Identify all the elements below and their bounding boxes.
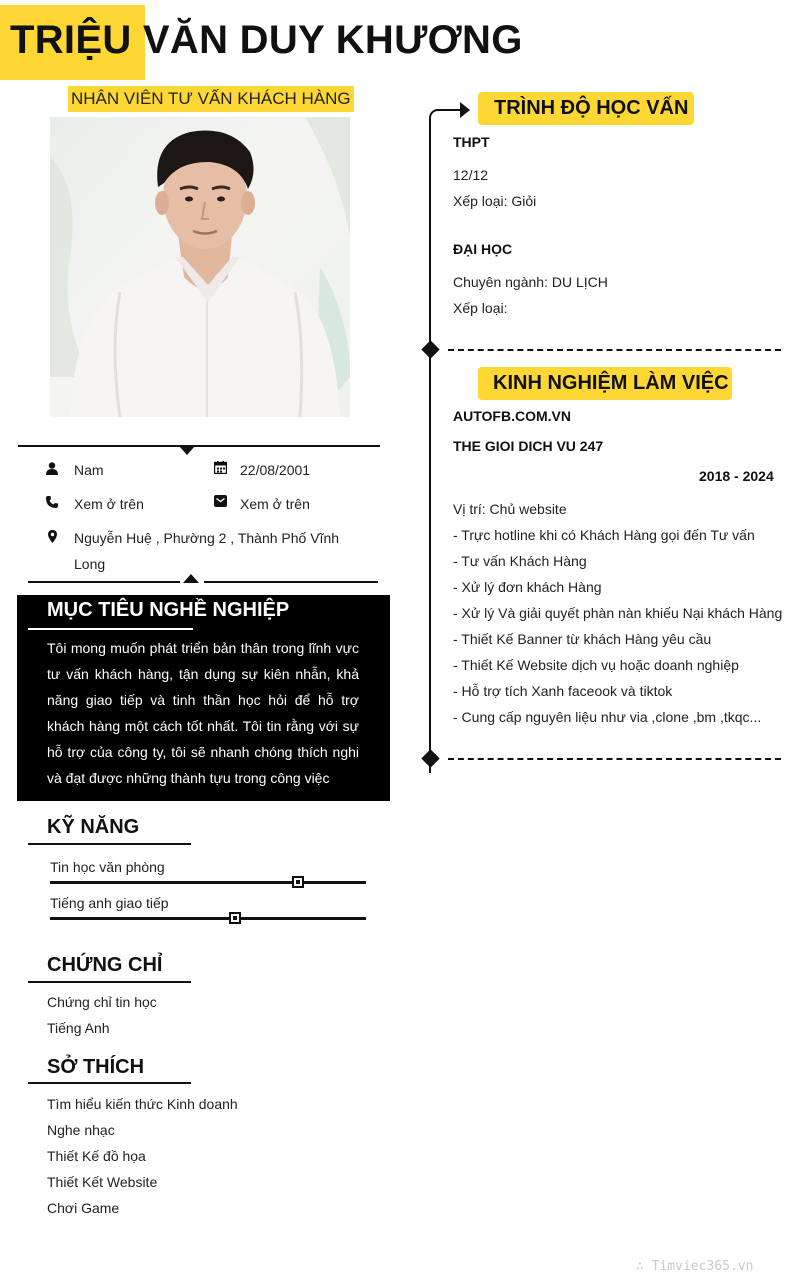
school-name: THPT (453, 134, 490, 150)
timeline-line (429, 118, 431, 773)
work-period: 2018 - 2024 (699, 468, 774, 484)
skills-underline (28, 843, 191, 845)
school-major: Chuyên ngành: DU LỊCH (453, 274, 608, 290)
duty-item: - Hỗ trợ tích Xanh faceook và tiktok (453, 683, 673, 699)
duty-item: - Cung cấp nguyên liệu như via ,clone ,bm ,tkqc... (453, 709, 762, 725)
gender-value: Nam (74, 462, 104, 478)
hobby-item: Thiết Kết Website (47, 1174, 158, 1190)
hobbies-title: SỞ THÍCH (47, 1056, 145, 1078)
skill-label: Tin học văn phòng (50, 859, 165, 875)
company-name: THE GIOI DICH VU 247 (453, 438, 604, 454)
career-objective-title: MỤC TIÊU NGHỀ NGHIỆP (47, 599, 290, 621)
duty-item: - Xử lý đơn khách Hàng (453, 579, 602, 595)
divider-arrow-up-icon (183, 574, 199, 583)
email-icon (212, 495, 228, 510)
skill-level-marker (229, 912, 241, 924)
calendar-icon (212, 461, 228, 477)
duty-item: - Thiết Kế Banner từ khách Hàng yêu cầu (453, 631, 712, 647)
skill-label: Tiếng anh giao tiếp (50, 895, 169, 911)
hobby-item: Thiết Kế đồ họa (47, 1148, 146, 1164)
timeline-diamond-icon (421, 340, 439, 358)
info-top-divider (18, 445, 380, 447)
certificates-title: CHỨNG CHỈ (47, 954, 163, 976)
skills-title: KỸ NĂNG (47, 816, 140, 838)
hobby-item: Tìm hiểu kiến thức Kinh doanh (47, 1096, 238, 1112)
school-detail: 12/12 (453, 167, 489, 183)
experience-title: KINH NGHIỆM LÀM VIỆC (493, 372, 729, 394)
skill-bar-track (50, 917, 366, 920)
job-title: NHÂN VIÊN TƯ VẤN KHÁCH HÀNG (68, 86, 354, 112)
watermark: ∴ Timviec365.vn (636, 1259, 754, 1274)
duty-item: - Trực hotline khi có Khách Hàng gọi đến Tư vấn (453, 527, 755, 543)
phone-icon (44, 496, 60, 511)
skill-bar-track (50, 881, 366, 884)
duty-item: - Thiết Kế Website dịch vụ hoặc doanh nghiệp (453, 657, 739, 673)
duty-item: - Xử lý Và giải quyết phàn nàn khiếu Nại khách Hàng (453, 605, 783, 621)
location-pin-icon (44, 530, 60, 546)
company-name: AUTOFB.COM.VN (453, 408, 571, 424)
birthday-value: 22/08/2001 (240, 462, 311, 478)
career-objective-text: Tôi mong muốn phát triển bản thân trong lĩnh vực tư vấn khách hàng, tận dụng sự kiên nhẫn, khả năng giao tiếp và tinh thần học hỏi để hỗ trợ khách hàng một cách tốt nhất. Tôi tin rằng với sự hỗ trợ của công ty, tôi sẽ nhanh chóng thích nghi và đạt được những thành tựu trong công việc (47, 640, 359, 786)
info-bottom-divider-left (28, 581, 180, 583)
job-position: Vị trí: Chủ website (453, 501, 567, 517)
address-line-2: Long (74, 556, 106, 572)
profile-photo-illustration (50, 117, 350, 417)
hobbies-underline (28, 1082, 191, 1084)
email-value: Xem ở trên (240, 496, 310, 512)
hobby-item: Chơi Game (47, 1200, 120, 1216)
school-grade: Xếp loại: Giỏi (453, 193, 537, 209)
timeline-arrow-line (440, 109, 462, 111)
profile-photo (50, 117, 350, 417)
info-bottom-divider-right (204, 581, 378, 583)
address-line-1: Nguyễn Huệ , Phường 2 , Thành Phố Vĩnh (74, 530, 340, 546)
certificates-underline (28, 981, 191, 983)
education-title: TRÌNH ĐỘ HỌC VẤN (494, 97, 689, 119)
duty-item: - Tư vấn Khách Hàng (453, 553, 587, 569)
certificate-item: Chứng chỉ tin học (47, 994, 157, 1010)
hobby-item: Nghe nhạc (47, 1122, 115, 1138)
school-name: ĐẠI HỌC (453, 241, 513, 257)
timeline-diamond-icon (421, 749, 439, 767)
skill-level-marker (292, 876, 304, 888)
section-dashed-divider (448, 758, 781, 760)
school-grade: Xếp loại: (453, 300, 508, 316)
user-icon (44, 462, 60, 478)
phone-value: Xem ở trên (74, 496, 144, 512)
timeline-arrow-right-icon (460, 102, 470, 118)
section-dashed-divider (448, 349, 781, 351)
candidate-name: TRIỆU VĂN DUY KHƯƠNG (10, 18, 523, 62)
career-objective-underline (28, 628, 193, 630)
certificate-item: Tiếng Anh (47, 1020, 110, 1036)
divider-arrow-down-icon (179, 446, 195, 455)
